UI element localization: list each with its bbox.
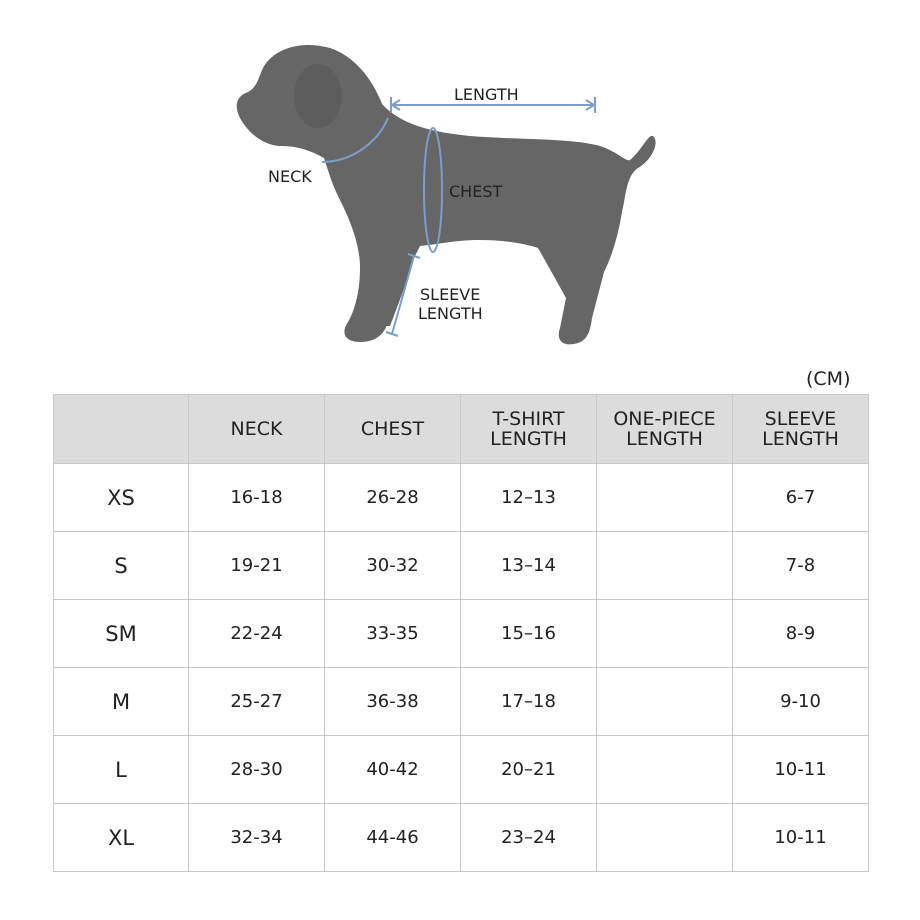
neck-cell: 22-24 bbox=[189, 600, 325, 668]
tshirt-length-cell: 20–21 bbox=[461, 736, 597, 804]
size-cell: XL bbox=[54, 804, 189, 872]
dog-ear bbox=[294, 64, 342, 128]
one-piece-length-cell bbox=[597, 668, 733, 736]
size-cell: S bbox=[54, 532, 189, 600]
one-piece-length-cell bbox=[597, 804, 733, 872]
table-row bbox=[54, 668, 869, 736]
neck-cell: 32-34 bbox=[189, 804, 325, 872]
chest-cell: 44-46 bbox=[325, 804, 461, 872]
header-line: LENGTH bbox=[626, 428, 703, 450]
sleeve-length-cell: 7-8 bbox=[733, 532, 869, 600]
table-row bbox=[54, 532, 869, 600]
neck-cell: 16-18 bbox=[189, 464, 325, 532]
header-cell-chest: CHEST bbox=[325, 395, 461, 464]
chest-cell: 30-32 bbox=[325, 532, 461, 600]
one-piece-length-cell bbox=[597, 464, 733, 532]
neck-label: NECK bbox=[268, 167, 312, 186]
one-piece-length-cell bbox=[597, 600, 733, 668]
header-cell-tshirt-length bbox=[461, 395, 597, 464]
sleeve-length-cell: 10-11 bbox=[733, 736, 869, 804]
header-cell-size bbox=[54, 395, 189, 464]
size-cell: SM bbox=[54, 600, 189, 668]
header-cell-one-piece-length bbox=[597, 395, 733, 464]
tshirt-length-cell: 12–13 bbox=[461, 464, 597, 532]
chest-cell: 33-35 bbox=[325, 600, 461, 668]
sleeve-length-cell: 6-7 bbox=[733, 464, 869, 532]
neck-cell: 19-21 bbox=[189, 532, 325, 600]
sleeve-length-cell: 10-11 bbox=[733, 804, 869, 872]
header-cell-neck: NECK bbox=[189, 395, 325, 464]
header-line: T-SHIRT bbox=[492, 408, 565, 430]
one-piece-length-cell bbox=[597, 736, 733, 804]
length-label: LENGTH bbox=[454, 85, 519, 104]
sleeve-label-line2: LENGTH bbox=[418, 304, 483, 323]
tshirt-length-cell: 13–14 bbox=[461, 532, 597, 600]
table-row bbox=[54, 464, 869, 532]
tshirt-length-cell: 17–18 bbox=[461, 668, 597, 736]
tshirt-length-cell: 15–16 bbox=[461, 600, 597, 668]
header-line: SLEEVE bbox=[764, 408, 837, 430]
one-piece-length-cell bbox=[597, 532, 733, 600]
header-line: LENGTH bbox=[762, 428, 839, 450]
size-cell: L bbox=[54, 736, 189, 804]
neck-cell: 28-30 bbox=[189, 736, 325, 804]
table-header-row bbox=[54, 395, 869, 464]
table-row bbox=[54, 600, 869, 668]
chest-cell: 26-28 bbox=[325, 464, 461, 532]
neck-cell: 25-27 bbox=[189, 668, 325, 736]
header-line: ONE-PIECE bbox=[613, 408, 716, 430]
unit-label: (CM) bbox=[806, 368, 851, 390]
size-cell: M bbox=[54, 668, 189, 736]
sleeve-length-cell: 9-10 bbox=[733, 668, 869, 736]
table-row bbox=[54, 736, 869, 804]
sleeve-label-line1: SLEEVE bbox=[420, 285, 481, 304]
header-line: LENGTH bbox=[490, 428, 567, 450]
dog-measurement-diagram bbox=[0, 0, 920, 370]
chest-cell: 36-38 bbox=[325, 668, 461, 736]
chest-cell: 40-42 bbox=[325, 736, 461, 804]
size-chart-table bbox=[53, 394, 869, 872]
tshirt-length-cell: 23–24 bbox=[461, 804, 597, 872]
table-row bbox=[54, 804, 869, 872]
size-cell: XS bbox=[54, 464, 189, 532]
chest-label: CHEST bbox=[449, 182, 503, 201]
sleeve-length-cell: 8-9 bbox=[733, 600, 869, 668]
header-cell-sleeve-length bbox=[733, 395, 869, 464]
